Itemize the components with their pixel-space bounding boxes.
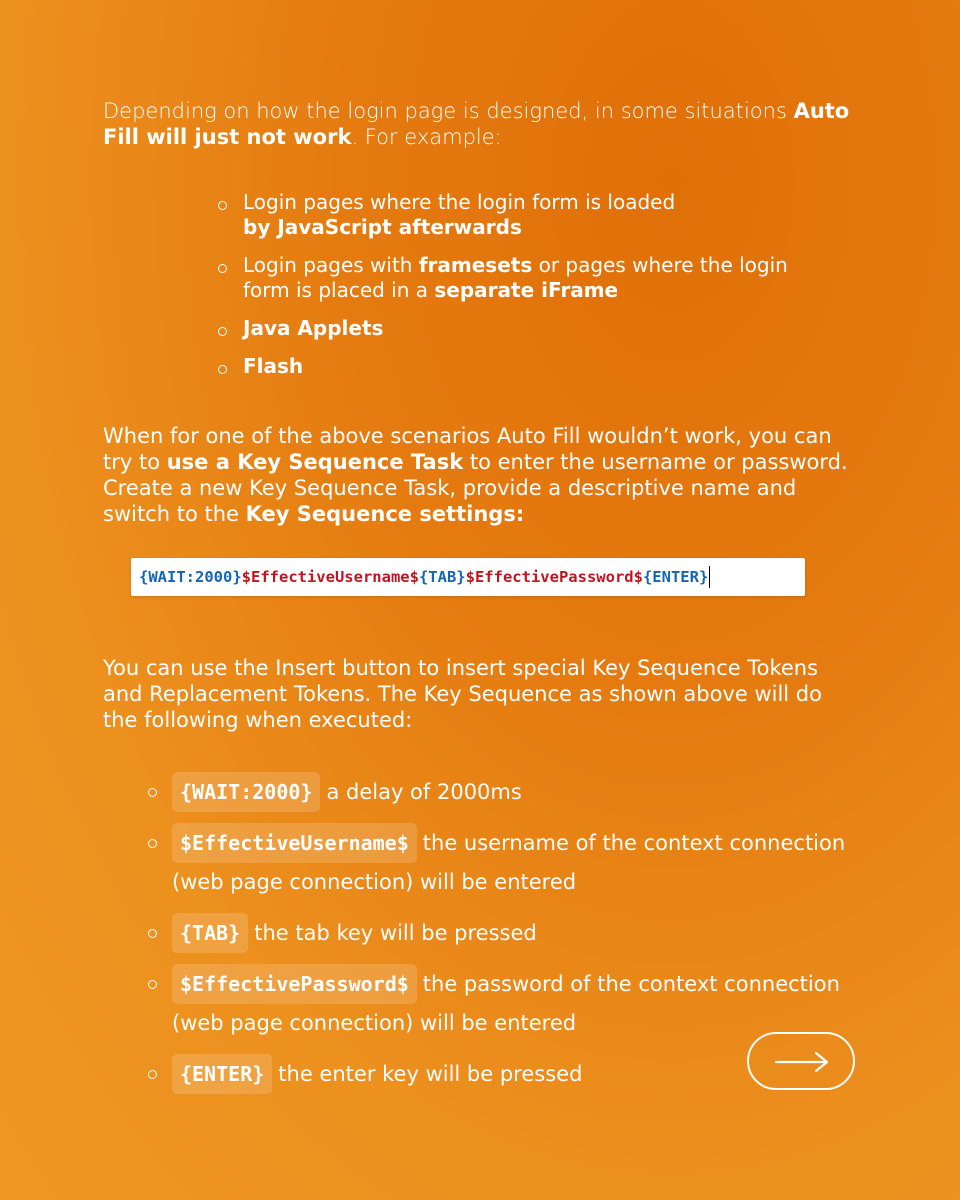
paragraph-text: When for one of the above scenarios Auto Fill wouldn’t work, you can try to [103,424,832,474]
bullet-circle-icon [148,788,157,797]
token-chip: {TAB} [172,913,248,953]
list-item-emphasis: framesets [418,253,533,277]
token-enter: {ENTER} [642,568,709,586]
scenario-list [218,190,818,392]
list-item [148,823,848,902]
token-chip: $EffectiveUsername$ [172,823,417,863]
token-explanation: the password of the context connection (web page connection) will be entered [172,972,840,1035]
intro-text-end: . For example: [351,125,502,149]
token-tab: {TAB} [418,568,466,586]
token-chip: $EffectivePassword$ [172,964,417,1004]
bullet-circle-icon [218,264,227,273]
list-item [148,1054,848,1094]
paragraph-text: to enter the username or password. Create a new Key Sequence Task, provide a descriptive name and switch to the [103,450,848,526]
key-sequence-input[interactable] [131,558,805,596]
token-effective-password: $EffectivePassword$ [465,568,643,586]
insert-paragraph: You can use the Insert button to insert special Key Sequence Tokens and Replacement Tokens. The Key Sequence as shown above will do the following when executed: [103,656,822,732]
token-explanation: the tab key will be pressed [254,921,537,945]
text-caret [709,566,710,588]
token-chip: {ENTER} [172,1054,272,1094]
list-item-emphasis: by JavaScript afterwards [243,215,522,239]
list-item-emphasis: separate iFrame [434,278,619,302]
bullet-circle-icon [148,980,157,989]
token-explanation: the enter key will be pressed [278,1062,583,1086]
list-item [148,913,848,953]
intro-emphasis: Auto Fill will just not work [103,99,850,149]
token-effective-username: $EffectiveUsername$ [241,568,419,586]
list-item [218,316,818,341]
token-explanation: the username of the context connection (web page connection) will be entered [172,831,846,894]
token-explanation: a delay of 2000ms [326,780,522,804]
bullet-circle-icon [218,327,227,336]
list-item-emphasis: Java Applets [243,316,384,340]
list-item [218,253,818,303]
token-wait: {WAIT:2000} [139,568,242,586]
bullet-circle-icon [148,929,157,938]
next-button[interactable] [747,1032,855,1090]
list-item-text: Login pages where the login form is loaded [243,190,676,214]
explanation-list [148,772,848,1105]
bullet-circle-icon [218,365,227,374]
list-item [148,772,848,812]
list-item [148,964,848,1043]
intro-text: Depending on how the login page is designed, in some situations [103,99,794,123]
paragraph-emphasis: Key Sequence settings: [245,502,525,526]
token-chip: {WAIT:2000} [172,772,320,812]
paragraph-emphasis: use a Key Sequence Task [166,450,464,474]
list-item [218,190,818,240]
key-sequence-paragraph [103,423,863,527]
list-item [218,354,818,379]
bullet-circle-icon [218,201,227,210]
bullet-circle-icon [148,839,157,848]
arrow-right-icon [774,1051,830,1073]
bullet-circle-icon [148,1070,157,1079]
list-item-emphasis: Flash [243,354,304,378]
intro-paragraph [103,98,863,150]
list-item-text: Login pages with [243,253,419,277]
list-item-text: or pages where the login form is placed in a [243,253,788,302]
